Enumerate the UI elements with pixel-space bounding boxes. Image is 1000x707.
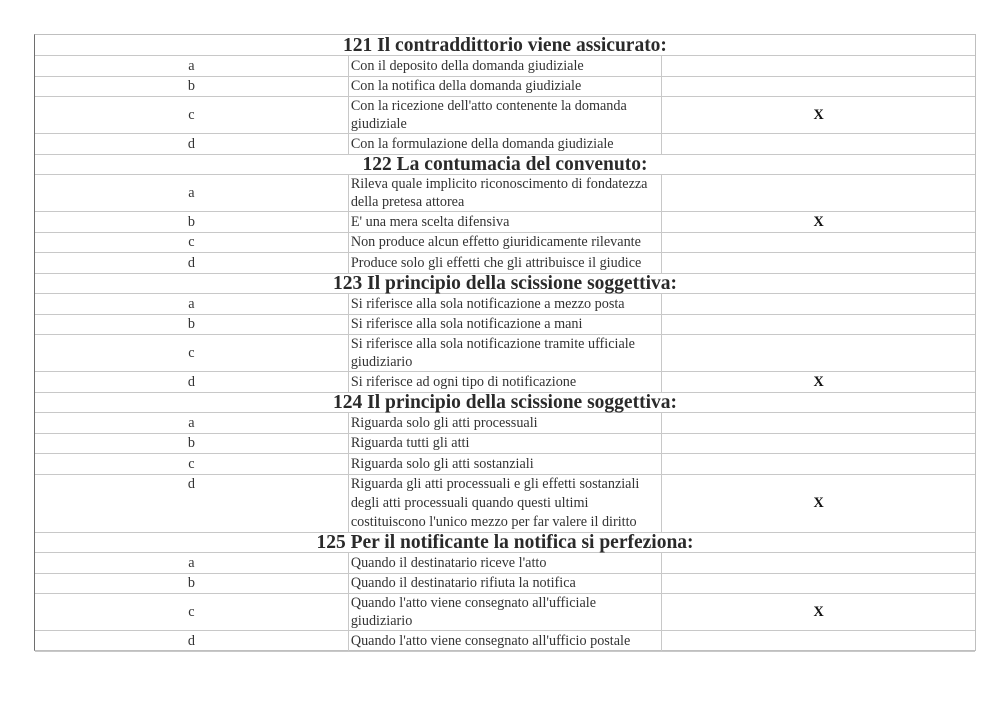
answer-letter: a xyxy=(35,413,348,434)
answer-row xyxy=(35,253,975,274)
answer-text: Quando il destinatario rifiuta la notifica xyxy=(348,573,661,594)
answer-text: Si riferisce ad ogni tipo di notificazione xyxy=(348,372,661,393)
question-header xyxy=(35,532,975,553)
answer-row xyxy=(35,474,975,532)
answer-text: Si riferisce alla sola notificazione a mezzo posta xyxy=(348,294,661,315)
answer-text: Riguarda gli atti processuali e gli effetti sostanziali degli atti processuali quando questi ultimi costituiscono l'unico mezzo per far valere il diritto xyxy=(348,474,661,532)
answer-mark xyxy=(662,454,975,475)
answer-mark: X xyxy=(662,594,975,631)
answer-letter: b xyxy=(35,212,348,233)
answer-mark xyxy=(662,232,975,253)
answer-mark xyxy=(662,76,975,97)
answer-text: Si riferisce alla sola notificazione a mani xyxy=(348,314,661,335)
answer-row xyxy=(35,573,975,594)
answer-mark xyxy=(662,175,975,212)
quiz-table xyxy=(35,35,975,652)
answer-letter: b xyxy=(35,433,348,454)
answer-mark xyxy=(662,413,975,434)
answer-letter: a xyxy=(35,294,348,315)
answer-text: Riguarda tutti gli atti xyxy=(348,433,661,454)
answer-mark xyxy=(662,294,975,315)
answer-mark xyxy=(662,631,975,652)
answer-text: Non produce alcun effetto giuridicamente rilevante xyxy=(348,232,661,253)
answer-mark: X xyxy=(662,474,975,532)
answer-mark xyxy=(662,433,975,454)
question-title: 122 La contumacia del convenuto: xyxy=(35,154,975,175)
answer-mark xyxy=(662,314,975,335)
question-title: 123 Il principio della scissione soggettiva: xyxy=(35,273,975,294)
answer-mark xyxy=(662,553,975,574)
answer-row xyxy=(35,175,975,212)
answer-row xyxy=(35,553,975,574)
answer-letter: c xyxy=(35,594,348,631)
answer-letter: d xyxy=(35,372,348,393)
answer-letter: c xyxy=(35,232,348,253)
answer-row xyxy=(35,335,975,372)
answer-text: Con il deposito della domanda giudiziale xyxy=(348,56,661,77)
answer-letter: d xyxy=(35,474,348,532)
answer-letter: a xyxy=(35,56,348,77)
answer-text: Riguarda solo gli atti sostanziali xyxy=(348,454,661,475)
answer-row xyxy=(35,631,975,652)
question-title: 125 Per il notificante la notifica si perfeziona: xyxy=(35,532,975,553)
answer-mark: X xyxy=(662,212,975,233)
question-header xyxy=(35,35,975,56)
answer-row xyxy=(35,433,975,454)
answer-letter: b xyxy=(35,76,348,97)
answer-text: Con la formulazione della domanda giudiziale xyxy=(348,134,661,155)
quiz-sheet xyxy=(34,34,976,651)
answer-letter: a xyxy=(35,175,348,212)
answer-letter: b xyxy=(35,314,348,335)
answer-row xyxy=(35,372,975,393)
question-title: 124 Il principio della scissione soggettiva: xyxy=(35,392,975,413)
answer-letter: d xyxy=(35,253,348,274)
answer-row xyxy=(35,454,975,475)
answer-text: Produce solo gli effetti che gli attribuisce il giudice xyxy=(348,253,661,274)
answer-text: Riguarda solo gli atti processuali xyxy=(348,413,661,434)
answer-text: Con la ricezione dell'atto contenente la domanda giudiziale xyxy=(348,97,661,134)
answer-row xyxy=(35,413,975,434)
answer-letter: d xyxy=(35,134,348,155)
answer-row xyxy=(35,294,975,315)
answer-letter: d xyxy=(35,631,348,652)
answer-mark xyxy=(662,134,975,155)
answer-letter: a xyxy=(35,553,348,574)
question-header xyxy=(35,273,975,294)
answer-text: Quando l'atto viene consegnato all'ufficiale giudiziario xyxy=(348,594,661,631)
answer-letter: c xyxy=(35,454,348,475)
answer-text: Si riferisce alla sola notificazione tramite ufficiale giudiziario xyxy=(348,335,661,372)
answer-text: Quando il destinatario riceve l'atto xyxy=(348,553,661,574)
answer-mark xyxy=(662,573,975,594)
answer-text: Con la notifica della domanda giudiziale xyxy=(348,76,661,97)
answer-mark: X xyxy=(662,372,975,393)
answer-mark xyxy=(662,335,975,372)
answer-text: Rileva quale implicito riconoscimento di fondatezza della pretesa attorea xyxy=(348,175,661,212)
answer-text: E' una mera scelta difensiva xyxy=(348,212,661,233)
question-title: 121 Il contraddittorio viene assicurato: xyxy=(35,35,975,56)
answer-mark xyxy=(662,253,975,274)
answer-row xyxy=(35,212,975,233)
answer-row xyxy=(35,134,975,155)
answer-letter: c xyxy=(35,335,348,372)
answer-mark xyxy=(662,56,975,77)
answer-row xyxy=(35,76,975,97)
answer-letter: b xyxy=(35,573,348,594)
answer-row xyxy=(35,56,975,77)
question-header xyxy=(35,392,975,413)
answer-mark: X xyxy=(662,97,975,134)
answer-row xyxy=(35,314,975,335)
question-header xyxy=(35,154,975,175)
answer-row xyxy=(35,232,975,253)
answer-row xyxy=(35,594,975,631)
answer-row xyxy=(35,97,975,134)
answer-letter: c xyxy=(35,97,348,134)
answer-text: Quando l'atto viene consegnato all'ufficio postale xyxy=(348,631,661,652)
